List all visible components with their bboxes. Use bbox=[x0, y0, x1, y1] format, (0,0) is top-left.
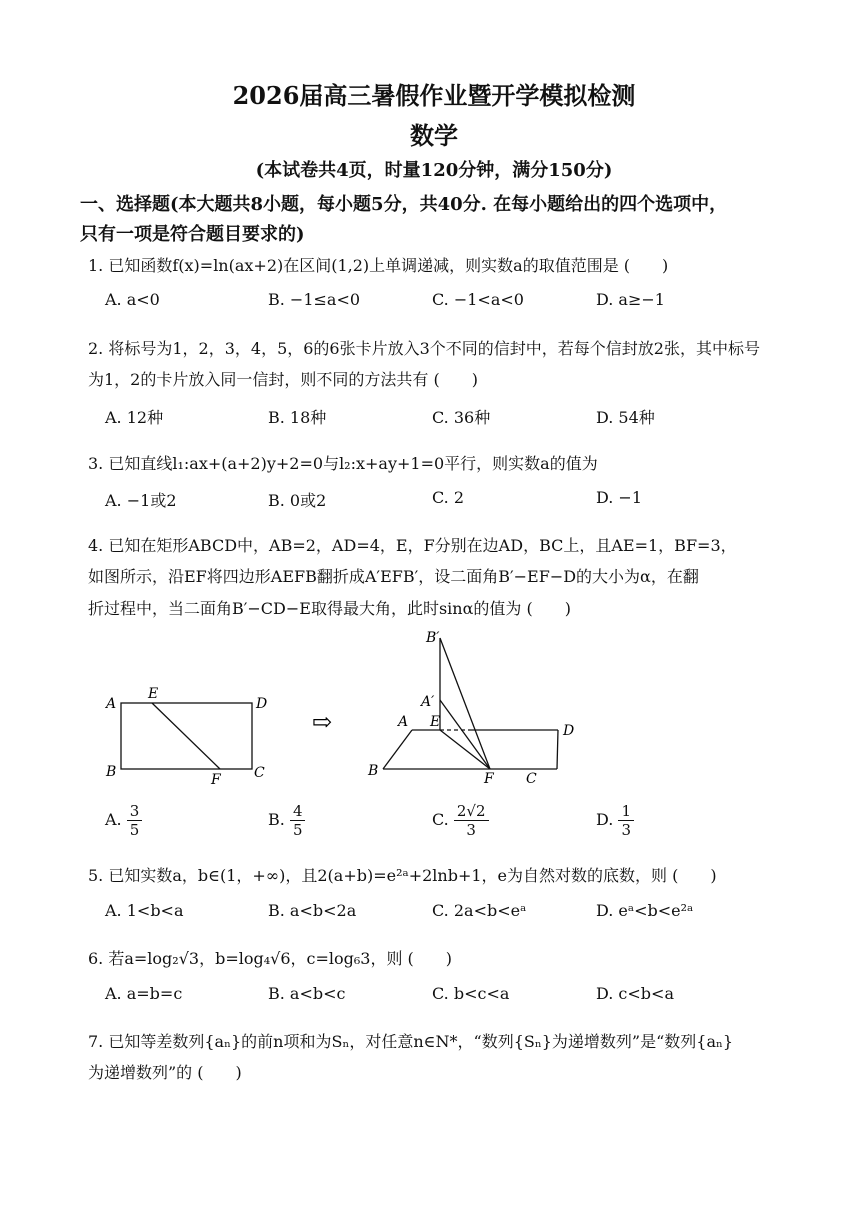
q5-option-a: A. 1<b<a bbox=[105, 901, 184, 920]
segment-ef bbox=[152, 703, 220, 769]
fig-right-label-d: D bbox=[563, 723, 575, 739]
fig-right-label-c: C bbox=[526, 771, 537, 787]
question-2-line1: 2. 将标号为1，2，3，4，5，6的6张卡片放入3个不同的信封中，若每个信封放2张，其中标号 bbox=[88, 339, 760, 358]
q2-option-c: C. 36种 bbox=[432, 408, 491, 427]
fig-right-label-e: E bbox=[430, 714, 441, 730]
q1-option-a: A. a<0 bbox=[105, 290, 160, 309]
q4-option-b: B. $\frac{4}{5}$ bbox=[268, 802, 305, 839]
q1-option-c: C. −1<a<0 bbox=[432, 290, 524, 309]
question-6-text: 6. 若a=log₂√3，b=log₄√6，c=log₆3，则 ( ) bbox=[88, 949, 453, 968]
fig-left-label-e: E bbox=[148, 686, 159, 702]
fig-right-label-aprime: A′ bbox=[421, 694, 435, 710]
fig-left-label-b: B bbox=[106, 764, 117, 780]
question-7-line2: 为递增数列”的 ( ) bbox=[88, 1063, 242, 1082]
fig-left-label-d: D bbox=[256, 696, 268, 712]
q5-option-b: B. a<b<2a bbox=[268, 901, 357, 920]
question-3-text: 3. 已知直线l₁:ax+(a+2)y+2=0与l₂:x+ay+1=0平行，则实数a的值为 bbox=[88, 454, 598, 473]
question-4-line3: 折过程中，当二面角B′−CD−E取得最大角，此时sinα的值为 ( ) bbox=[88, 599, 571, 618]
exam-title: 2026届高三暑假作业暨开学模拟检测 bbox=[232, 81, 636, 110]
q5-option-d: D. eᵃ<b<e²ᵃ bbox=[596, 901, 694, 920]
section-heading-line1: 一、选择题(本大题共8小题，每小题5分，共40分. 在每小题给出的四个选项中， bbox=[80, 194, 728, 215]
subject-title: 数学 bbox=[410, 121, 458, 150]
question-1-text: 1. 已知函数f(x)=ln(ax+2)在区间(1,2)上单调递减，则实数a的取值范围是 ( ) bbox=[88, 256, 669, 275]
q4-option-a: A. $\frac{3}{5}$ bbox=[105, 802, 142, 839]
arrow-icon: ⇨ bbox=[312, 708, 333, 736]
q2-option-a: A. 12种 bbox=[105, 408, 164, 427]
question-5-text: 5. 已知实数a，b∈(1，+∞)，且2(a+b)=e²ᵃ+2lnb+1，e为自然对数的底数，则 ( ) bbox=[88, 866, 717, 885]
q1-option-d: D. a≥−1 bbox=[596, 290, 665, 309]
figure-rectangle-abcd bbox=[121, 703, 252, 769]
q4-figure bbox=[0, 620, 868, 795]
fig-right-label-f: F bbox=[484, 771, 494, 787]
exam-info: (本试卷共4页，时量120分钟，满分150分) bbox=[255, 160, 613, 181]
q4-option-d: D. $\frac{1}{3}$ bbox=[596, 802, 634, 839]
q4-option-c: C. $\frac{2√2}{3}$ bbox=[432, 802, 489, 839]
q3-option-a: A. −1或2 bbox=[105, 491, 177, 510]
question-4-line2: 如图所示，沿EF将四边形AEFB翻折成A′EFB′，设二面角B′−EF−D的大小为α，在翻 bbox=[88, 567, 699, 586]
figure-folded bbox=[383, 638, 558, 769]
q2-option-b: B. 18种 bbox=[268, 408, 327, 427]
q3-option-d: D. −1 bbox=[596, 488, 643, 507]
fig-right-label-b: B bbox=[368, 763, 379, 779]
question-4-line1: 4. 已知在矩形ABCD中，AB=2，AD=4，E，F分别在边AD，BC上，且AE=1，BF=3， bbox=[88, 536, 737, 555]
q1-option-b: B. −1≤a<0 bbox=[268, 290, 361, 309]
q6-option-b: B. a<b<c bbox=[268, 984, 346, 1003]
q6-option-c: C. b<c<a bbox=[432, 984, 510, 1003]
q6-option-d: D. c<b<a bbox=[596, 984, 674, 1003]
fig-left-label-f: F bbox=[211, 772, 221, 788]
fig-right-label-a: A bbox=[398, 714, 409, 730]
q2-option-d: D. 54种 bbox=[596, 408, 655, 427]
q3-option-b: B. 0或2 bbox=[268, 491, 327, 510]
fig-left-label-c: C bbox=[254, 765, 265, 781]
fig-right-label-bprime: B′ bbox=[426, 630, 440, 646]
question-7-line1: 7. 已知等差数列{aₙ}的前n项和为Sₙ，对任意n∈N*，“数列{Sₙ}为递增数列”是“数列{aₙ} bbox=[88, 1032, 734, 1051]
question-2-line2: 为1，2的卡片放入同一信封，则不同的方法共有 ( ) bbox=[88, 370, 478, 389]
q3-option-c: C. 2 bbox=[432, 488, 465, 507]
q5-option-c: C. 2a<b<eᵃ bbox=[432, 901, 527, 920]
fig-left-label-a: A bbox=[106, 696, 117, 712]
section-heading-line2: 只有一项是符合题目要求的) bbox=[80, 224, 305, 245]
q6-option-a: A. a=b=c bbox=[105, 984, 183, 1003]
